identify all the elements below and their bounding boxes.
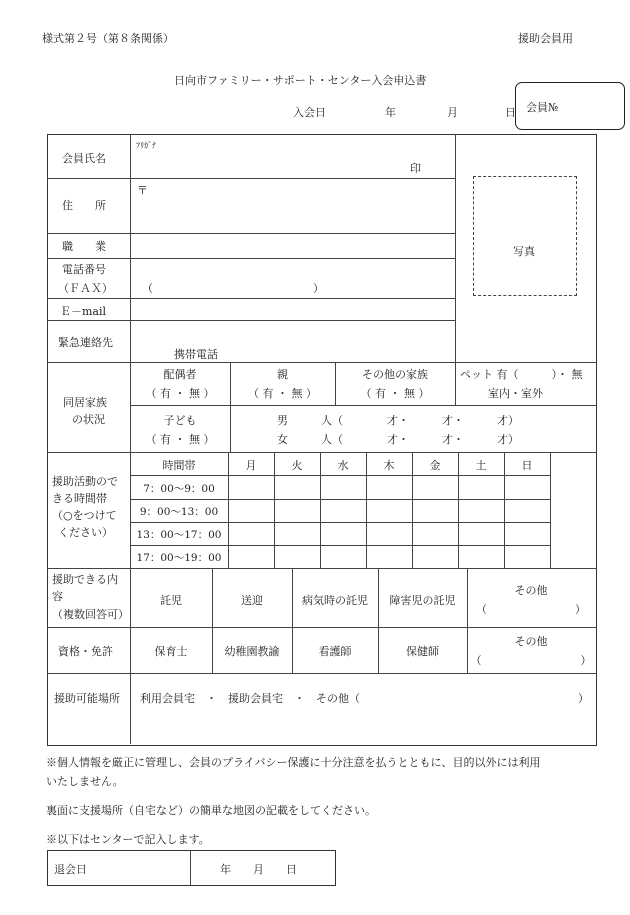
family-label-2: の状況 [72, 413, 105, 426]
member-number-label: 会員№ [526, 101, 559, 114]
children-label: 子ども [163, 414, 197, 427]
parent-options[interactable]: （ 有 ・ 無 ） [248, 387, 317, 400]
pet-location[interactable]: 室内・室外 [488, 387, 543, 400]
day-thu: 木 [383, 459, 395, 472]
spouse-label: 配偶者 [163, 368, 197, 381]
name-field[interactable] [132, 150, 452, 176]
support-sick-care[interactable]: 病気時の託児 [302, 594, 368, 607]
privacy-note-2: いたしません。 [46, 775, 124, 788]
job-field[interactable] [132, 236, 452, 256]
license-kindergarten[interactable]: 幼稚園教諭 [224, 645, 280, 658]
day-mon: 月 [245, 459, 257, 472]
center-note: ※以下はセンターで記入します。 [46, 833, 210, 846]
mobile-label: 携帯電話 [174, 348, 218, 361]
slot-1: 7：00～9：00 [143, 483, 215, 495]
slot-3: 13：00～17：00 [136, 529, 222, 541]
fax-field[interactable] [160, 278, 310, 296]
day-fri: 金 [429, 459, 441, 472]
support-disabled-care[interactable]: 障害児の託児 [389, 594, 456, 607]
schedule-label-1: 援助活動ので [52, 475, 118, 488]
license-other-label: その他 [514, 635, 548, 648]
spouse-options[interactable]: （ 有 ・ 無 ） [145, 387, 215, 400]
day-wed: 水 [337, 459, 349, 472]
license-health-nurse[interactable]: 保健師 [406, 645, 439, 658]
place-label: 援助可能場所 [54, 692, 120, 705]
phone-label: 電話番号 [62, 263, 106, 276]
other-family-options[interactable]: （ 有 ・ 無 ） [360, 387, 430, 400]
support-transport[interactable]: 送迎 [241, 594, 263, 607]
support-other-field[interactable]: （ ） [476, 603, 586, 616]
photo-label: 写真 [513, 245, 535, 258]
male-row[interactable]: 男 人（ 才・ 才・ 才） [277, 414, 519, 427]
seal-mark: 印 [410, 162, 421, 175]
day-tue: 火 [291, 459, 303, 472]
day-sat: 土 [475, 459, 487, 472]
license-nursery[interactable]: 保育士 [154, 645, 188, 658]
join-month: 月 [447, 106, 458, 119]
support-label-3: （複数回答可） [52, 608, 129, 621]
support-label-1: 援助できる内 [52, 573, 118, 586]
license-nurse[interactable]: 看護師 [318, 645, 352, 658]
emergency-label: 緊急連絡先 [58, 336, 113, 349]
withdrawal-date[interactable]: 年 月 日 [220, 863, 297, 876]
member-number-box[interactable] [515, 82, 625, 130]
page-title: 日向市ファミリー・サポート・センター入会申込書 [174, 74, 427, 87]
pet-options[interactable]: ペット 有（ ）・ 無 [460, 368, 583, 381]
name-label: 会員氏名 [62, 152, 106, 165]
address-field[interactable] [132, 196, 452, 230]
furigana-label: ﾌﾘｶﾞﾅ [136, 141, 156, 150]
email-label: Ｅ－mail [60, 305, 107, 318]
fax-label: （ＦＡＸ） [58, 282, 113, 295]
join-day: 日 [505, 106, 516, 119]
family-label-1: 同居家族 [63, 396, 107, 409]
place-close: ） [578, 692, 589, 705]
day-sun: 日 [521, 459, 533, 472]
photo-area[interactable] [473, 176, 577, 296]
phone-field[interactable] [132, 260, 452, 277]
withdrawal-label: 退会日 [54, 863, 87, 876]
emergency-field[interactable] [132, 323, 452, 360]
schedule-grid-cells[interactable] [229, 476, 550, 568]
email-field[interactable] [132, 301, 452, 318]
parent-label: 親 [277, 368, 288, 381]
map-note: 裏面に支援場所（自宅など）の簡単な地図の記載をしてください。 [46, 804, 376, 817]
schedule-label-2: きる時間帯 [52, 492, 107, 505]
support-other-label: その他 [514, 584, 548, 597]
license-label: 資格・免許 [58, 645, 113, 658]
schedule-label-4: ください） [58, 526, 113, 539]
privacy-note-1: ※個人情報を厳正に管理し、会員のプライバシー保護に十分注意を払うとともに、目的以外には利用 [46, 756, 541, 769]
schedule-label-3: （○をつけて [52, 509, 117, 522]
form-target: 援助会員用 [518, 32, 573, 45]
fax-paren-close: ） [313, 282, 324, 295]
support-label-2: 容 [52, 590, 63, 603]
join-date-label: 入会日 [293, 106, 326, 119]
address-label: 住 所 [62, 199, 106, 212]
children-options[interactable]: （ 有 ・ 無 ） [145, 433, 215, 446]
job-label: 職 業 [62, 240, 106, 253]
support-babysit[interactable]: 託児 [160, 594, 182, 607]
slot-4: 17：00～19：00 [136, 552, 222, 564]
place-options[interactable]: 利用会員宅 ・ 援助会員宅 ・ その他（ [140, 692, 360, 705]
license-other-field[interactable]: （ ） [470, 654, 592, 667]
other-family-label: その他の家族 [362, 368, 428, 381]
slot-2: 9：00～13：00 [139, 506, 219, 518]
form-number: 様式第２号（第８条関係） [42, 32, 174, 45]
postal-mark: 〒 [137, 184, 148, 197]
female-row[interactable]: 女 人（ 才・ 才・ 才） [277, 433, 519, 446]
time-header: 時間帯 [162, 459, 196, 472]
join-year: 年 [385, 106, 396, 119]
fax-paren-open: （ [142, 282, 153, 295]
